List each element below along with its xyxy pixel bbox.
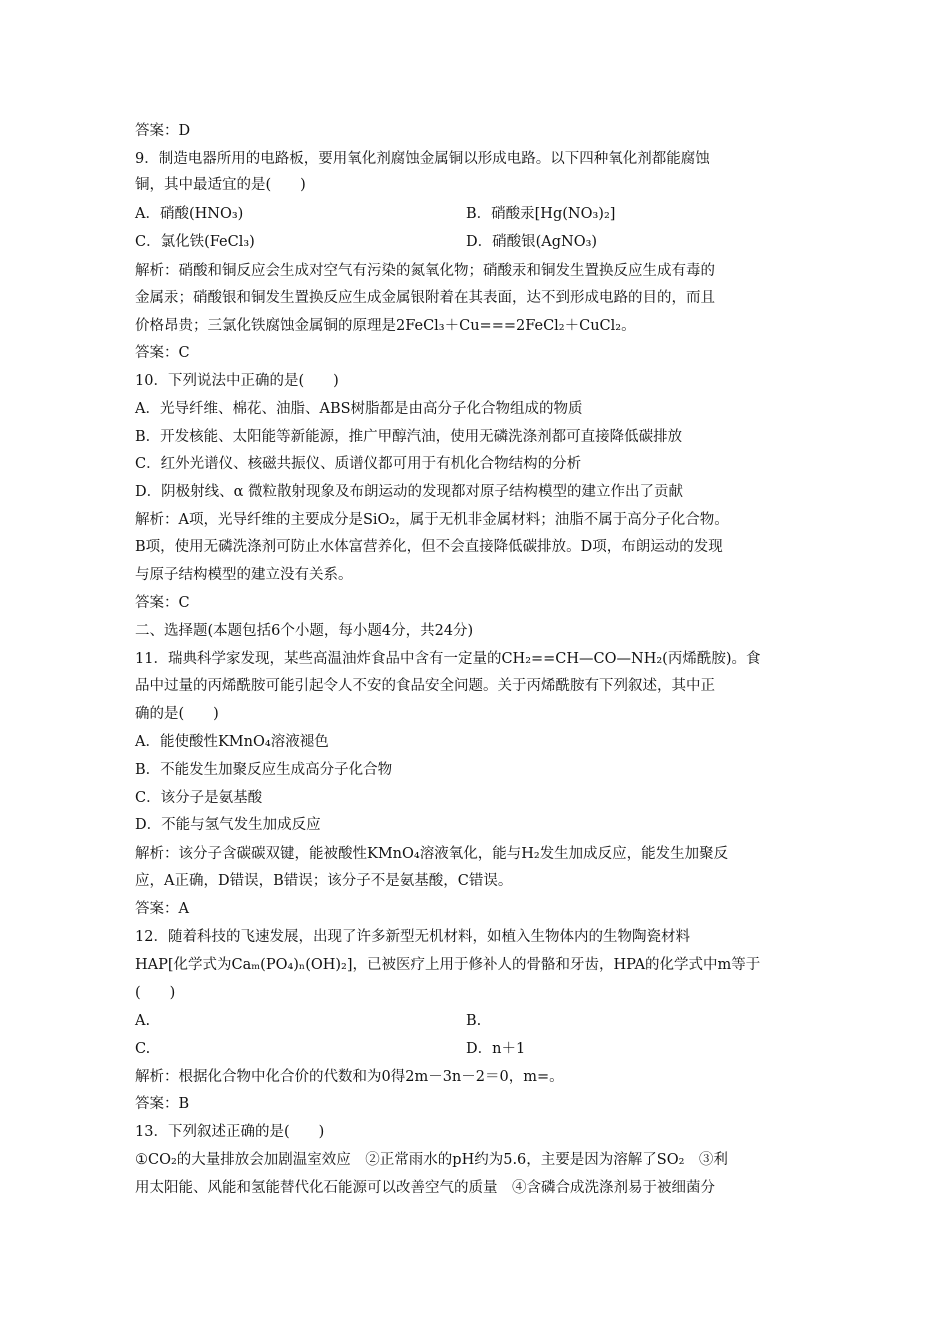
question-11-text-cont: 确的是( ) — [135, 706, 219, 722]
question-11-text: 11．瑞典科学家发现，某些高温油炸食品中含有一定量的CH₂==CH—CO—NH₂(丙烯酰胺)。食 — [135, 651, 761, 667]
question-13-text: 13．下列叙述正确的是( ) — [135, 1124, 325, 1140]
question-12-text-cont: HAP[化学式为Caₘ(PO₄)ₙ(OH)₂]，已被医疗上用于修补人的骨骼和牙齿，HPA的化学式中m等于 — [135, 957, 761, 973]
option-a: A．硝酸(HNO₃) — [135, 206, 244, 222]
option-b: B. — [466, 1013, 482, 1029]
question-9-text-cont: 铜，其中最适宜的是( ) — [135, 177, 306, 193]
question-10-text: 10．下列说法中正确的是( ) — [135, 373, 339, 389]
option-c: C. — [135, 1041, 151, 1057]
answer-line: 答案：A — [135, 901, 189, 917]
question-12-text-cont: ( ) — [135, 985, 176, 1001]
answer-line: 答案：B — [135, 1096, 190, 1112]
answer-line: 答案：C — [135, 345, 190, 361]
analysis-line: 价格昂贵；三氯化铁腐蚀金属铜的原理是2FeCl₃＋Cu===2FeCl₂＋CuCl₂。 — [135, 318, 636, 334]
analysis-line: 金属汞；硝酸银和铜发生置换反应生成金属银附着在其表面，达不到形成电路的目的，而且 — [135, 290, 715, 306]
question-11-text-cont: 品中过量的丙烯酰胺可能引起令人不安的食品安全问题。关于丙烯酰胺有下列叙述，其中正 — [135, 678, 715, 694]
question-13-statements: ①CO₂的大量排放会加剧温室效应 ②正常雨水的pH约为5.6，主要是因为溶解了SO₂ ③利 — [135, 1152, 728, 1168]
question-13-statements-cont: 用太阳能、风能和氢能替代化石能源可以改善空气的质量 ④含磷合成洗涤剂易于被细菌分 — [135, 1180, 715, 1196]
option-a: A．能使酸性KMnO₄溶液褪色 — [135, 734, 329, 750]
option-d: D．硝酸银(AgNO₃) — [466, 234, 598, 250]
analysis-line: 解析：根据化合物中化合价的代数和为0得2m－3n－2＝0，m=。 — [135, 1069, 564, 1085]
option-b: B．开发核能、太阳能等新能源，推广甲醇汽油，使用无磷洗涤剂都可直接降低碳排放 — [135, 429, 683, 445]
analysis-line: 解析：A项，光导纤维的主要成分是SiO₂，属于无机非金属材料；油脂不属于高分子化合物。 — [135, 512, 729, 528]
option-b: B．硝酸汞[Hg(NO₃)₂] — [466, 206, 616, 222]
answer-line: 答案：C — [135, 595, 190, 611]
option-d: D．阴极射线、α 微粒散射现象及布朗运动的发现都对原子结构模型的建立作出了贡献 — [135, 484, 684, 500]
option-d: D．不能与氢气发生加成反应 — [135, 817, 321, 833]
analysis-line: 应，A正确，D错误，B错误；该分子不是氨基酸，C错误。 — [135, 873, 513, 889]
option-c: C．该分子是氨基酸 — [135, 790, 263, 806]
question-12-text: 12．随着科技的飞速发展，出现了许多新型无机材料，如植入生物体内的生物陶瓷材料 — [135, 929, 690, 945]
question-9-text: 9．制造电器所用的电路板，要用氧化剂腐蚀金属铜以形成电路。以下四种氧化剂都能腐蚀 — [135, 151, 710, 167]
option-b: B．不能发生加聚反应生成高分子化合物 — [135, 762, 393, 778]
analysis-line: 解析：硝酸和铜反应会生成对空气有污染的氮氧化物；硝酸汞和铜发生置换反应生成有毒的 — [135, 263, 715, 279]
analysis-line: B项，使用无磷洗涤剂可防止水体富营养化，但不会直接降低碳排放。D项，布朗运动的发现 — [135, 539, 723, 555]
option-a: A. — [135, 1013, 151, 1029]
option-c: C．氯化铁(FeCl₃) — [135, 234, 255, 250]
option-a: A．光导纤维、棉花、油脂、ABS树脂都是由高分子化合物组成的物质 — [135, 401, 583, 417]
option-c: C．红外光谱仪、核磁共振仪、质谱仪都可用于有机化合物结构的分析 — [135, 456, 582, 472]
option-d: D．n＋1 — [466, 1041, 526, 1057]
answer-line: 答案：D — [135, 123, 191, 139]
analysis-line: 解析：该分子含碳碳双键，能被酸性KMnO₄溶液氧化，能与H₂发生加成反应，能发生加聚反 — [135, 846, 729, 862]
section-heading: 二、选择题(本题包括6个小题，每小题4分，共24分) — [135, 623, 474, 639]
analysis-line: 与原子结构模型的建立没有关系。 — [135, 567, 353, 583]
